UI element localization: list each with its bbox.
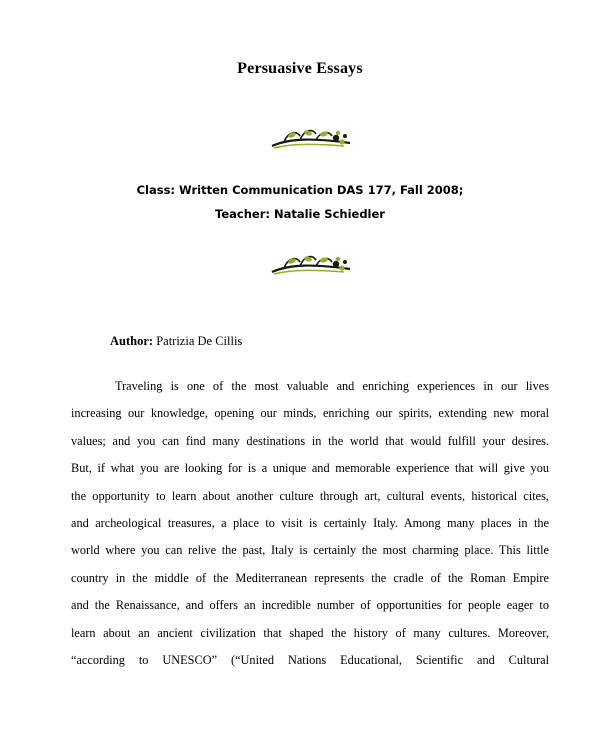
essay-line: and the Renaissance, and offers an incredible number of opportunities for people eager to bbox=[71, 598, 549, 613]
essay-line: increasing our knowledge, opening our minds, enriching our spirits, extending new moral bbox=[71, 406, 549, 421]
essay-line: learn about an ancient civilization that shaped the history of many cultures. Moreover, bbox=[71, 625, 549, 640]
teacher-line: Teacher: Natalie Schiedler bbox=[215, 207, 385, 221]
floral-vine-ornament-icon bbox=[270, 124, 352, 154]
essay-line: “according to UNESCO” (“United Nations Educational, Scientific and Cultural bbox=[71, 652, 549, 667]
document-title: Persuasive Essays bbox=[237, 60, 363, 77]
floral-vine-ornament-icon bbox=[270, 250, 352, 280]
essay-line: But, if what you are looking for is a unique and memorable experience that will give you bbox=[71, 461, 549, 476]
class-line: Class: Written Communication DAS 177, Fall 2008; bbox=[136, 183, 464, 197]
author-name: Patrizia De Cillis bbox=[156, 334, 243, 348]
essay-line: country in the middle of the Mediterranean represents the cradle of the Roman Empire bbox=[71, 570, 549, 585]
author-label: Author: bbox=[110, 334, 154, 348]
essay-line: Traveling is one of the most valuable and enriching experiences in our lives bbox=[115, 379, 549, 393]
essay-line: world where you can relive the past, Italy is certainly the most charming place. This little bbox=[71, 543, 549, 558]
essay-body bbox=[71, 373, 549, 674]
essay-line: and archeological treasures, a place to visit is certainly Italy. Among many places in the bbox=[71, 515, 549, 530]
author-line bbox=[110, 334, 242, 349]
essay-line: values; and you can find many destinations in the world that would fulfill your desires. bbox=[71, 433, 549, 448]
essay-line: the opportunity to learn about another culture through art, cultural events, historical cites, bbox=[71, 488, 549, 503]
